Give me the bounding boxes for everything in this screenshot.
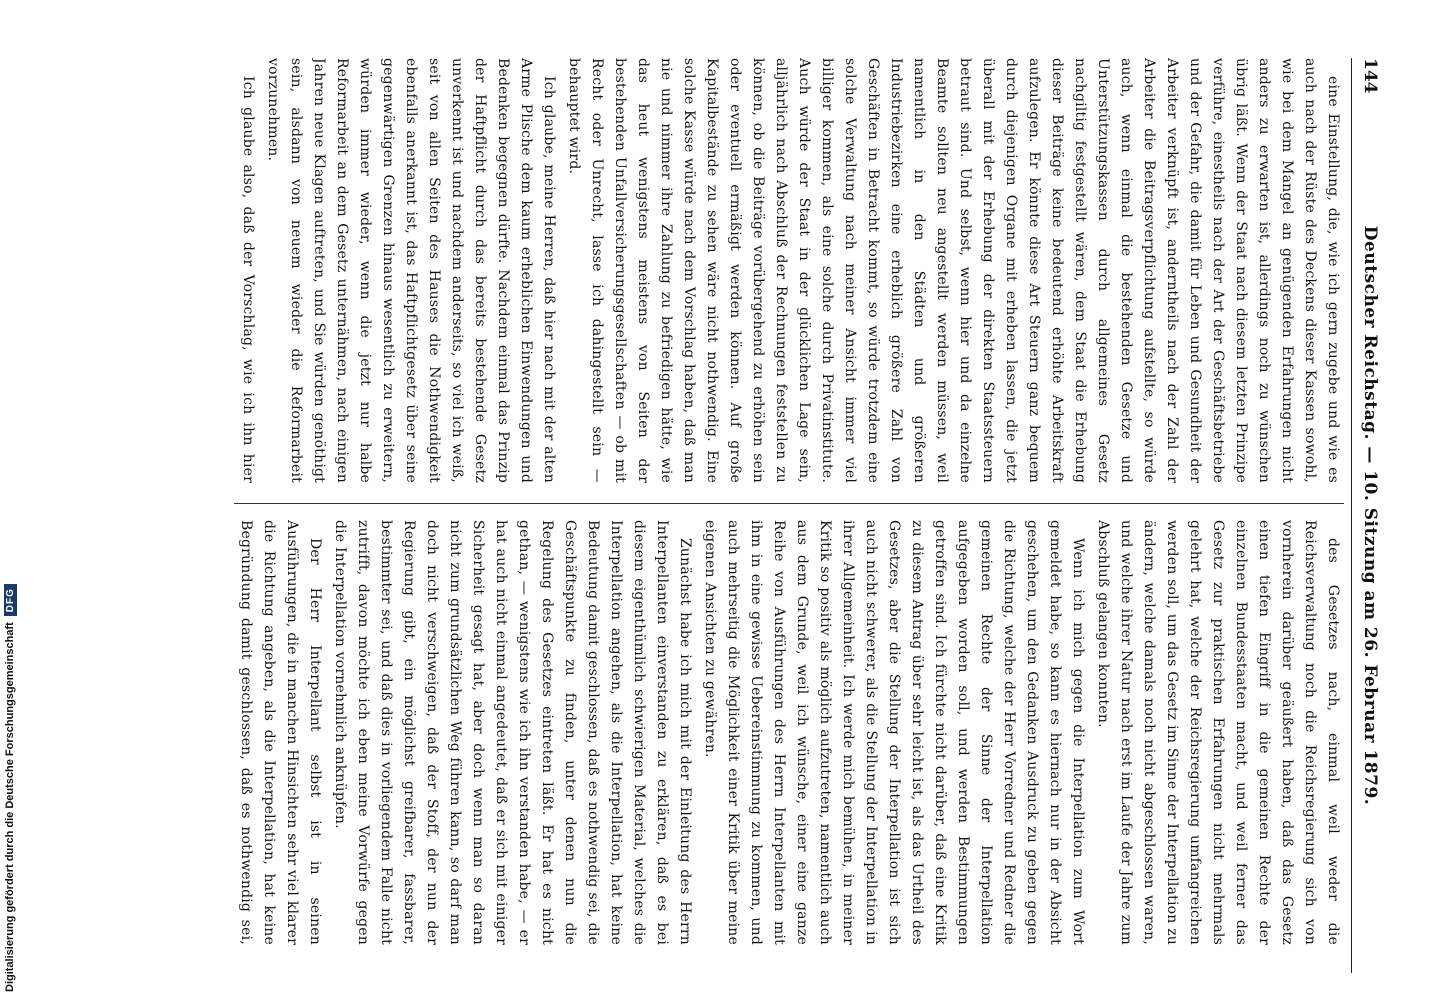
paragraph: Ich glaube also, daß der Vorschlag, wie ich ihn hier xyxy=(240,76,256,483)
dfg-logo: DFG xyxy=(4,584,17,616)
right-column xyxy=(234,520,1344,945)
paragraph: Der Herr Interpellant selbst ist in seinen Ausführungen, die in manchen Hinsichten sehr viel klarer die Richtung angeben, als die Interpellation, hat keine Begründung damit geschlossen, daß es nothwendig sei, xyxy=(238,520,323,945)
paragraph: eine Einstellung, die, wie ich gern zugebe und wie es auch nach der Rüste des Deckens dieser Kassen sowohl, wie bei dem Mangel an genügenden Erfahrungen nicht anders zu erwarten ist, allerdings noch zu wünschen übrig läßt. Wenn der Staat nach diesem letzten Prinzipe verführe, einestheils nach der Art der Geschäftsbetriebe und der Gefahr, die damit für Leben und Gesundheit der Arbeiter verknüpft ist, anderntheils nach der Zahl der Arbeiter die Beitragsverpflichtung aufstellte, so würde auch, wenn einmal die bestehenden Gesetze und Unterstützungskassen durch allgemeines Gesetz nachgiltig festgestellt wären, dem Staat die Erhebung dieser Beiträge keine bedeutend erhöhte Arbeitskraft aufzulegen. Er könnte diese Art Steuern ganz bequem durch diejenigen Organe mit erheben lassen, die jetzt überall mit der Erhebung der direkten Staatssteuern betraut sind. Und selbst, wenn hier und da einzelne Beamte sollten neu angestellt werden müssen, weil namentlich in den Städten und größeren Industriebezirken eine erheblich größere Zahl von Geschäften in Betracht kommt, so würde trotzdem eine solche Verwaltung nach meiner Ansicht immer viel billiger kommen, als eine solche durch Privatinstitute. Auch würde der Staat in der glücklichen Lage sein, alljährlich nach Abschluß der Rechnungen feststellen zu können, ob die Beiträge vorübergehend zu erhöhen sein oder eventuell ermäßigt werden können. Auf große Kapitalbestände zu sehen wäre nicht nothwendig. Eine solche Kasse würde nach dem Vorschlag haben, daß man nie und nimmer ihre Zahlung zu befriedigen hätte, wie das heut wenigstens meistens von Seiten der bestehenden Unfallversicherungsgesellschaften — ob mit Recht oder Unrecht, lasse ich dahingestellt sein — behauptet wird. xyxy=(566,58,1341,483)
paragraph: Zunächst habe ich mich mit der Einleitung des Herrn Interpellanten einverstanden zu erklären, daß es bei diesem eigenthümlich schwierigen Material, welches die Interpellation angehen, als die Interpellation, hat keine Bedeutung damit geschlossen, daß es nothwendig sei, die Geschäftspunkte zu finden, unter denen nun die Regelung des Gesetzes eintreten läßt. Er hat es nicht gethan, — wenigstens wie ich ihn verstanden habe, — er hat auch nicht einmal angedeutet, daß er sich mit einiger Sicherheit gesagt hat, aber doch wenn man so daran nicht zum grundsätzlichen Weg führen kann, so darf man doch nicht verschweigen, daß der Stoff, der nun der Regierung gibt, ein möglichst greifbarer, fassbarer, bestimmter sei, und daß dies in vorliegendem Falle nicht zutrifft, davon möchte ich eben meine Vorwürfe gegen die Interpellation vornehmlich anknüpfen. xyxy=(332,520,693,945)
paragraph: Ich glaube, meine Herren, daß hier nach mit der alten Arme Plische dem kaum erheblichen Einwendungen und Bedenken begegnen dürfte. Nachdem einmal das Prinzip der Haftpflicht durch das bereits bestehende Gesetz unverkennt ist und nachdem anderseits, so viel ich weiß, seit von allen Seiten des Hauses die Nothwendigkeit ebenfalls anerkannt ist, das Haftpflichtgesetz über seine gegenwärtigen Grenzen hinaus wesentlich zu erweitern, würden immer wieder, wenn die jetzt nur halbe Reformarbeit an dem Gesetz unternähmen, nach einigen Jahren neue Klagen auftreten, und Sie würden genöthigt sein, alsdann von neuem wieder die Reformarbeit vorzunehmen. xyxy=(265,58,557,483)
paragraph: des Gesetzes nach, einmal weil weder die Reichsverwaltung noch die Reichsregierung sich von vornherein darüber geäußert haben, daß das Gesetz einen tiefen Eingriff in die gemeinen Rechte der einzelnen Bundesstaaten macht, und weil ferner das Gesetz zur praktischen Erfahrungen nicht mehrmals gelehrt hat, welche der Reichsregierung umfangreichen werden soll, um das Gesetz im Sinne der Interpellation zu ändern, welche damals noch nicht abgeschlossen waren, und welche ihrer Natur nach erst im Laufe der Jahre zum Abschluß gelangen konnten. xyxy=(1095,520,1341,945)
digitization-footer xyxy=(4,0,22,992)
paragraph: Wenn ich mich gegen die Interpellation zum Wort gemeldet habe, so kann es hiernach nur in der Absicht geschehen, um den Gedanken Ausdruck zu geben gegen die Richtung, welche der Herr Vorredner und Redner die gemeinen Rechte der Sinne der Interpellation aufgegeben worden soll, und werden Bestimmungen getroffen sind. Ich fürchte nicht darüber, daß eine Kritik zu diesem Antrag über sehr leicht ist, als das Urtheil des Gesetzes, aber die Stellung der Interpellation ist sich auch nicht schwerer, als die Stellung der Interpellation in ihrer Allgemeinheit. Ich werde mich bemühen, in meiner Kritik so positiv als möglich aufzutreten, namentlich auch aus dem Grunde, weil ich wünsche, einer eine ganze Reihe von Ausführungen des Herrn Interpellanten mit ihm in eine gewisse Uebereinstimmung zu kommen, und auch mehrseitig die Möglichkeit einer Kritik über meine eigenen Ansichten zu gewähren. xyxy=(702,520,1086,945)
rotated-newspaper-page xyxy=(220,58,1380,973)
digitization-note: Digitalisierung gefördert durch die Deutsche Forschungsgemeinschaft xyxy=(4,622,16,992)
page-header xyxy=(1350,58,1380,973)
running-title: Deutscher Reichstag. — 10. Sitzung am 26. Februar 1879. xyxy=(1360,225,1380,806)
left-column xyxy=(234,58,1344,483)
header-rule xyxy=(1351,58,1352,973)
page-number: 144 xyxy=(1360,58,1380,94)
column-divider xyxy=(234,503,1344,504)
